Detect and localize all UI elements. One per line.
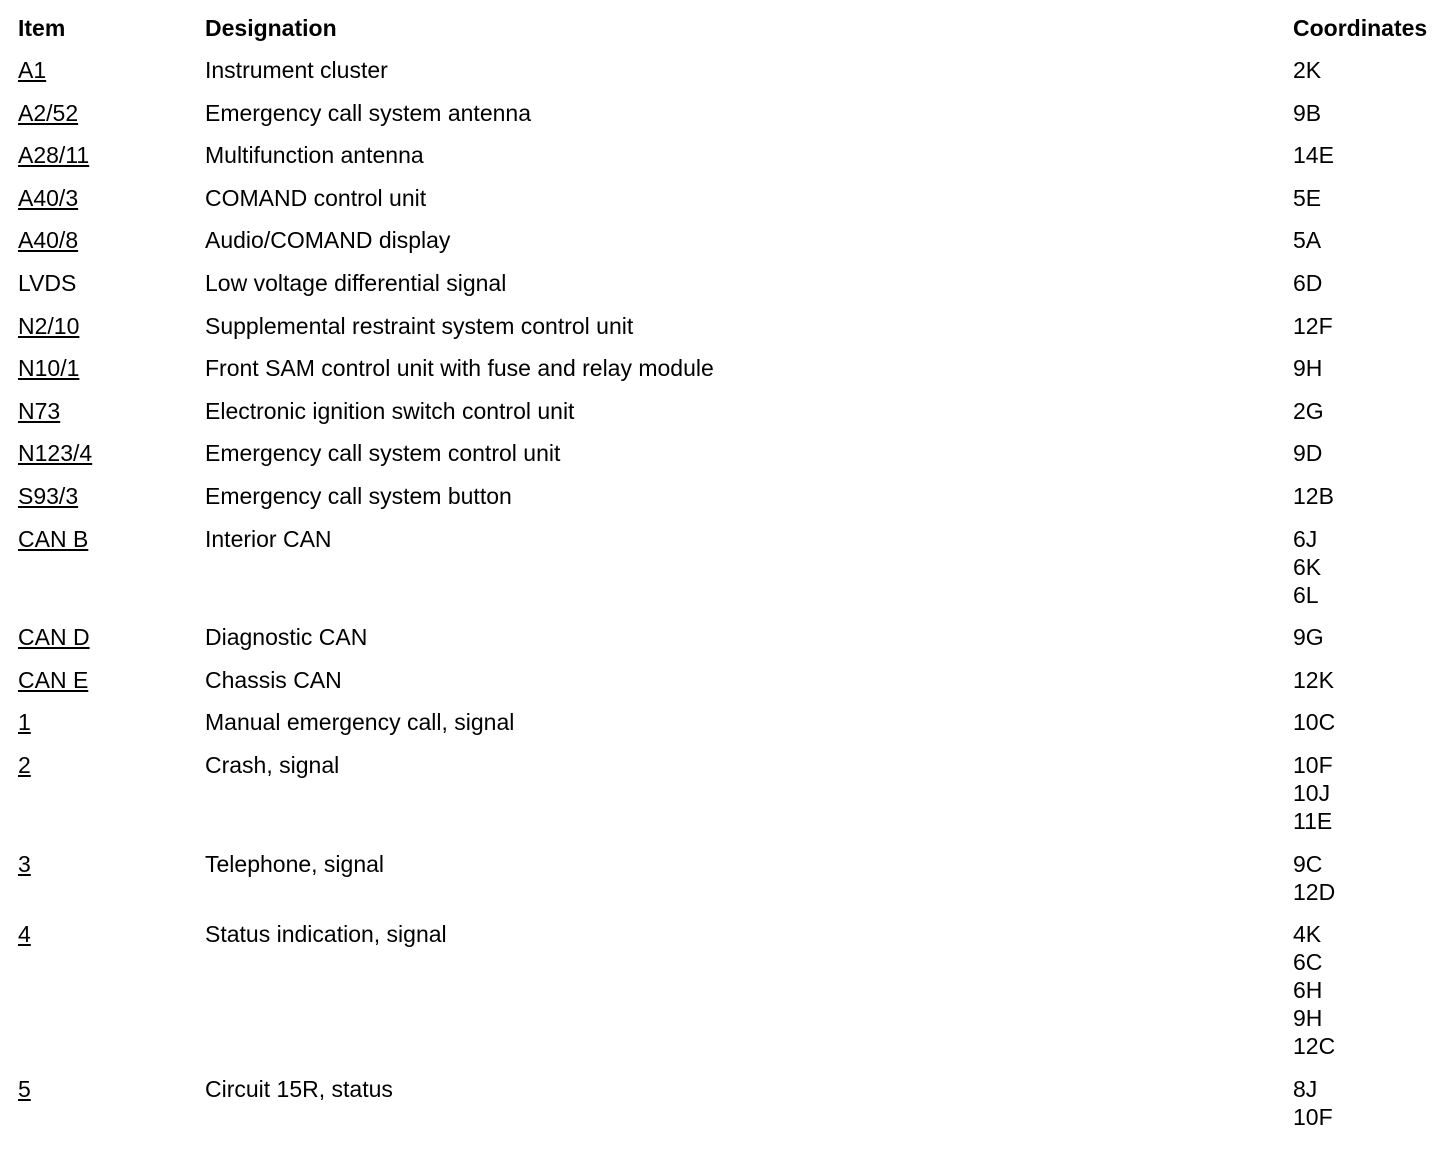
coordinates-cell (1293, 226, 1443, 269)
coordinates-cell (1293, 850, 1443, 921)
item-link[interactable]: N73 (18, 397, 61, 424)
table-row (18, 269, 1443, 312)
designation-cell: Interior CAN (205, 525, 332, 552)
coordinate-value: 12C (1293, 1033, 1336, 1060)
coordinates-cell (1293, 920, 1443, 1075)
item-cell (18, 141, 205, 184)
item-cell (18, 269, 205, 312)
table-row (18, 623, 1443, 666)
coordinates-cell (1293, 354, 1443, 397)
header-row (18, 14, 1443, 56)
table-row (18, 482, 1443, 525)
designation-cell: Low voltage differential signal (205, 269, 507, 296)
item-cell (18, 482, 205, 525)
coordinate-value: 4K (1293, 921, 1322, 948)
table-row (18, 56, 1443, 99)
item-link[interactable]: N123/4 (18, 440, 93, 467)
table-row (18, 312, 1443, 355)
item-cell (18, 708, 205, 751)
item-cell (18, 850, 205, 921)
coordinates-cell (1293, 56, 1443, 99)
coordinate-value: 9H (1293, 1005, 1323, 1032)
coordinate-value: 6K (1293, 553, 1322, 580)
legend-body (18, 56, 1443, 1145)
coordinates-cell (1293, 482, 1443, 525)
item-link[interactable]: 1 (18, 709, 31, 736)
coordinate-value: 6L (1293, 581, 1319, 608)
table-row (18, 226, 1443, 269)
table-row (18, 354, 1443, 397)
designation-cell: Diagnostic CAN (205, 624, 368, 651)
coordinate-value: 12K (1293, 666, 1334, 693)
item-link[interactable]: A2/52 (18, 99, 79, 126)
coordinates-cell (1293, 312, 1443, 355)
item-link[interactable]: CAN D (18, 624, 90, 651)
item-cell (18, 56, 205, 99)
coordinate-value: 5A (1293, 227, 1322, 254)
item-link[interactable]: 4 (18, 921, 31, 948)
coordinate-value: 10J (1293, 779, 1331, 806)
designation-cell: Electronic ignition switch control unit (205, 397, 575, 424)
item-link[interactable]: S93/3 (18, 482, 79, 509)
coordinates-cell (1293, 1075, 1443, 1146)
table-row (18, 1075, 1443, 1146)
coordinate-value: 5E (1293, 184, 1322, 211)
coordinate-value: 12B (1293, 482, 1334, 509)
coordinates-cell (1293, 751, 1443, 850)
item-cell (18, 920, 205, 1075)
coordinate-value: 6H (1293, 977, 1323, 1004)
coordinate-value: 11E (1293, 807, 1333, 834)
coordinate-value: 2G (1293, 397, 1324, 424)
item-cell (18, 397, 205, 440)
table-row (18, 920, 1443, 1075)
item-link[interactable]: 5 (18, 1075, 31, 1102)
designation-cell: Circuit 15R, status (205, 1075, 393, 1102)
table-row (18, 141, 1443, 184)
coordinate-value: 9G (1293, 624, 1324, 651)
table-row (18, 397, 1443, 440)
table-row (18, 184, 1443, 227)
coordinate-value: 10C (1293, 709, 1336, 736)
designation-cell: Multifunction antenna (205, 142, 424, 169)
coordinate-value: 6C (1293, 949, 1323, 976)
item-link[interactable]: 3 (18, 850, 31, 877)
header-designation: Designation (205, 15, 337, 41)
coordinate-value: 12D (1293, 878, 1336, 905)
item-cell (18, 354, 205, 397)
coordinate-value: 12F (1293, 312, 1333, 339)
item-cell (18, 1075, 205, 1146)
designation-cell: Emergency call system control unit (205, 440, 561, 467)
coordinate-value: 9H (1293, 355, 1323, 382)
item-link[interactable]: A40/8 (18, 227, 79, 254)
item-cell (18, 751, 205, 850)
designation-cell: Emergency call system button (205, 482, 512, 509)
coordinates-cell (1293, 269, 1443, 312)
coordinate-value: 10F (1293, 1103, 1333, 1130)
item-link[interactable]: N2/10 (18, 312, 80, 339)
item-label: LVDS (18, 269, 77, 296)
coordinate-value: 8J (1293, 1075, 1318, 1102)
table-row (18, 850, 1443, 921)
item-cell (18, 226, 205, 269)
designation-cell: Instrument cluster (205, 57, 388, 83)
table-row (18, 99, 1443, 142)
coordinate-value: 10F (1293, 751, 1333, 778)
item-link[interactable]: A40/3 (18, 184, 79, 211)
item-cell (18, 99, 205, 142)
designation-cell: Supplemental restraint system control unit (205, 312, 634, 339)
designation-cell: Manual emergency call, signal (205, 709, 515, 736)
coordinate-value: 6J (1293, 525, 1318, 552)
coordinates-cell (1293, 439, 1443, 482)
item-link[interactable]: 2 (18, 751, 31, 778)
item-cell (18, 666, 205, 709)
designation-cell: Crash, signal (205, 751, 340, 778)
table-row (18, 751, 1443, 850)
coordinates-cell (1293, 708, 1443, 751)
coordinate-value: 9B (1293, 99, 1322, 126)
designation-cell: Status indication, signal (205, 921, 447, 948)
table-row (18, 666, 1443, 709)
table-row (18, 439, 1443, 482)
designation-cell: Front SAM control unit with fuse and relay module (205, 355, 714, 382)
table-row (18, 525, 1443, 624)
item-link[interactable]: N10/1 (18, 355, 80, 382)
header-coordinates: Coordinates (1293, 15, 1428, 41)
designation-cell: COMAND control unit (205, 184, 427, 211)
designation-cell: Audio/COMAND display (205, 227, 451, 254)
coordinates-cell (1293, 141, 1443, 184)
item-cell (18, 525, 205, 624)
designation-cell: Telephone, signal (205, 850, 385, 877)
designation-cell: Chassis CAN (205, 666, 342, 693)
coordinate-value: 6D (1293, 269, 1323, 296)
coordinate-value: 9C (1293, 850, 1323, 877)
item-link[interactable]: CAN E (18, 666, 89, 693)
item-cell (18, 184, 205, 227)
coordinate-value: 9D (1293, 440, 1323, 467)
coordinates-cell (1293, 525, 1443, 624)
coordinates-cell (1293, 397, 1443, 440)
coordinate-value: 2K (1293, 57, 1322, 83)
item-cell (18, 623, 205, 666)
designation-cell: Emergency call system antenna (205, 99, 531, 126)
coordinates-cell (1293, 623, 1443, 666)
item-cell (18, 439, 205, 482)
coordinates-cell (1293, 666, 1443, 709)
table-row (18, 708, 1443, 751)
item-cell (18, 312, 205, 355)
coordinates-cell (1293, 99, 1443, 142)
legend-table (18, 14, 1443, 1145)
item-link[interactable]: A1 (18, 57, 47, 83)
item-link[interactable]: A28/11 (18, 142, 90, 169)
coordinate-value: 14E (1293, 142, 1334, 169)
coordinates-cell (1293, 184, 1443, 227)
item-link[interactable]: CAN B (18, 525, 89, 552)
header-item: Item (18, 15, 66, 41)
